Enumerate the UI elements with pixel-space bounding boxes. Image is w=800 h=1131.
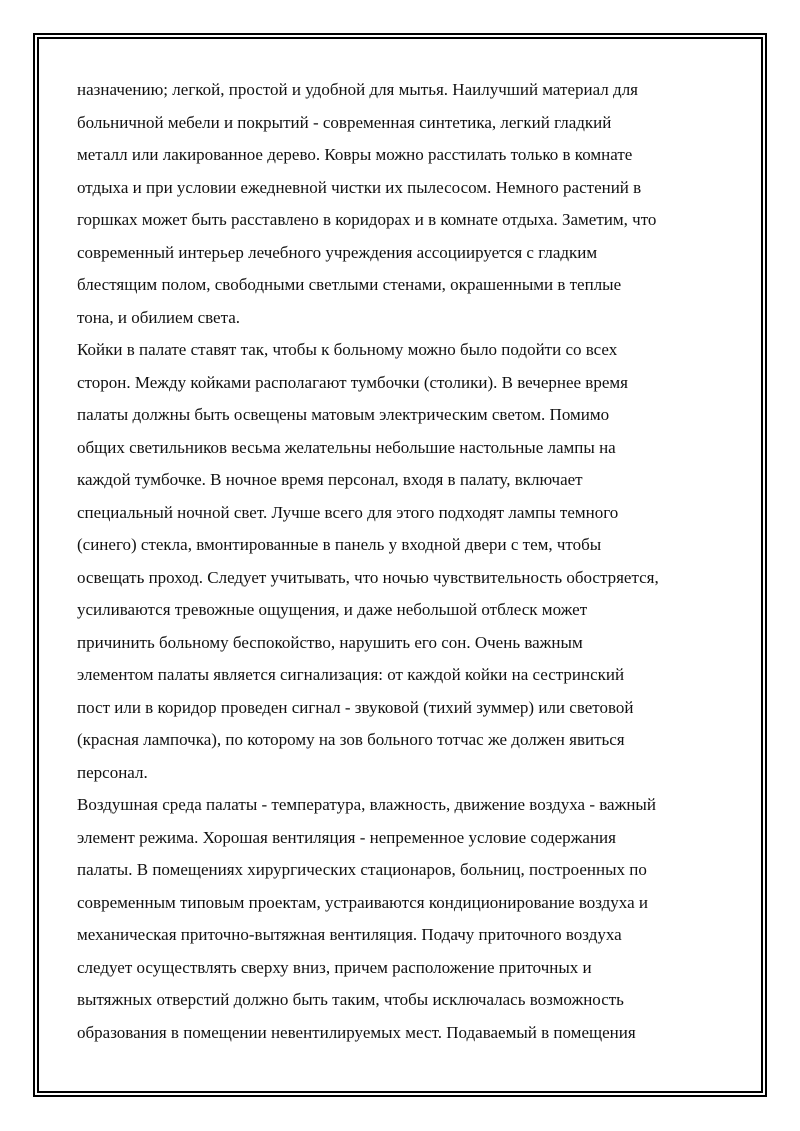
document-body xyxy=(77,74,727,1049)
text-line: общих светильников весьма желательны небольшие настольные лампы на xyxy=(77,437,616,457)
text-line: назначению; легкой, простой и удобной для мытья. Наилучший материал для xyxy=(77,80,638,99)
text-line: (синего) стекла, вмонтированные в панель у входной двери с тем, чтобы xyxy=(77,535,602,554)
text-line: каждой тумбочке. В ночное время персонал, входя в палату, включает xyxy=(77,470,583,489)
text-line: современным типовым проектам, устраиваются кондиционирование воздуха и xyxy=(77,892,648,912)
text-line: следует осуществлять сверху вниз, причем расположение приточных и xyxy=(77,957,592,977)
text-line: горшках может быть расставлено в коридорах и в комнате отдыха. Заметим, что xyxy=(77,210,657,229)
text-line: больничной мебели и покрытий - современная синтетика, легкий гладкий xyxy=(77,112,612,132)
text-line: современный интерьер лечебного учреждения ассоциируется с гладким xyxy=(77,242,598,262)
text-line: тона, и обилием света. xyxy=(77,307,241,327)
text-line: металл или лакированное дерево. Ковры можно расстилать только в комнате xyxy=(77,145,633,164)
text-line: образования в помещении невентилируемых мест. Подаваемый в помещения xyxy=(77,1022,636,1042)
text-line: сторон. Между койками располагают тумбочки (столики). В вечернее время xyxy=(77,372,628,392)
text-line: палаты. В помещениях хирургических стационаров, больниц, построенных по xyxy=(77,860,647,879)
text-line: причинить больному беспокойство, нарушить его сон. Очень важным xyxy=(77,632,583,652)
text-line: вытяжных отверстий должно быть таким, чтобы исключалась возможность xyxy=(77,990,624,1009)
text-line: палаты должны быть освещены матовым электрическим светом. Помимо xyxy=(77,405,610,424)
text-line: освещать проход. Следует учитывать, что ночью чувствительность обостряется, xyxy=(77,567,659,587)
text-line: Койки в палате ставят так, чтобы к больному можно было подойти со всех xyxy=(77,340,618,359)
text-line: специальный ночной свет. Лучше всего для этого подходят лампы темного xyxy=(77,502,619,522)
text-line: Воздушная среда палаты - температура, влажность, движение воздуха - важный xyxy=(77,795,656,814)
text-line: механическая приточно-вытяжная вентиляция. Подачу приточного воздуха xyxy=(77,925,622,944)
text-line: блестящим полом, свободными светлыми стенами, окрашенными в теплые xyxy=(77,275,622,294)
text-line: отдыха и при условии ежедневной чистки их пылесосом. Немного растений в xyxy=(77,177,642,197)
text-line: элементом палаты является сигнализация: от каждой койки на сестринский xyxy=(77,665,625,684)
text-line: усиливаются тревожные ощущения, и даже небольшой отблеск может xyxy=(77,600,588,619)
text-line: пост или в коридор проведен сигнал - звуковой (тихий зуммер) или световой xyxy=(77,697,634,717)
text-line: (красная лампочка), по которому на зов больного тотчас же должен явиться xyxy=(77,730,625,749)
text-line: элемент режима. Хорошая вентиляция - непременное условие содержания xyxy=(77,827,616,847)
text-line: персонал. xyxy=(77,762,148,782)
